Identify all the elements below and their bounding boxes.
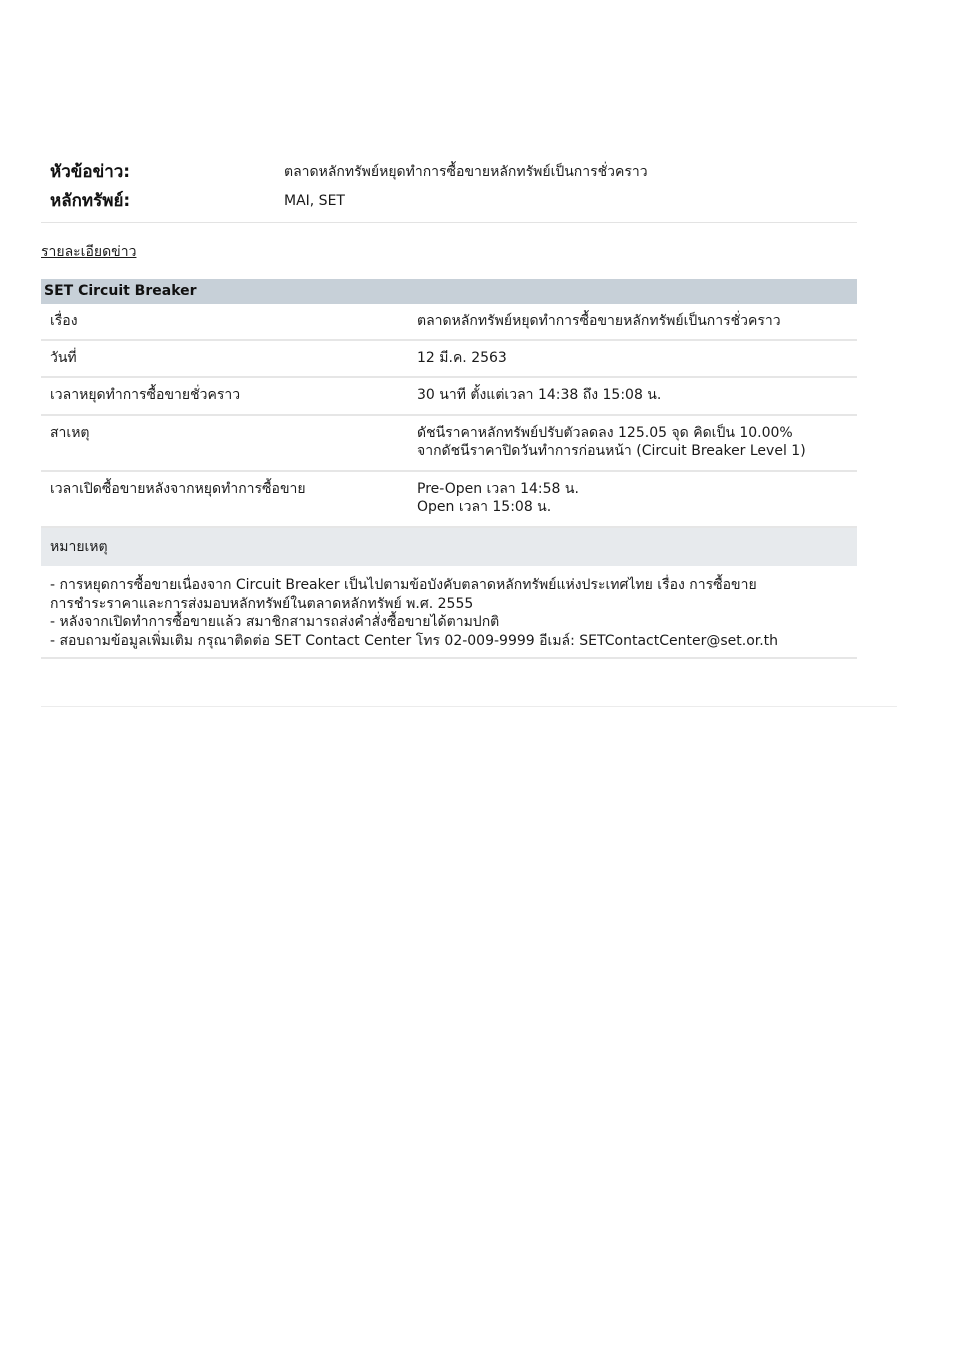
- news-header: [41, 156, 857, 223]
- row-label-cause: สาเหตุ: [50, 425, 90, 441]
- value-line: ตลาดหลักทรัพย์หยุดทำการซื้อขายหลักทรัพย์เป็นการชั่วคราว: [417, 313, 781, 329]
- note-lines: [50, 576, 778, 650]
- note-line: - การหยุดการซื้อขายเนื่องจาก Circuit Breaker เป็นไปตามข้อบังคับตลาดหลักทรัพย์แห่งประเทศไทย เรื่อง การซื้อขาย: [50, 577, 757, 593]
- row-label-date: วันที่: [50, 350, 77, 366]
- value-line: 30 นาที ตั้งแต่เวลา 14:38 ถึง 15:08 น.: [417, 387, 662, 403]
- table-row: [41, 304, 857, 341]
- note-line: การชำระราคาและการส่งมอบหลักทรัพย์ในตลาดหลักทรัพย์ พ.ศ. 2555: [50, 595, 474, 612]
- bottom-divider: [41, 706, 897, 707]
- table-title: SET Circuit Breaker: [41, 279, 857, 304]
- row-label-subject: เรื่อง: [50, 313, 78, 329]
- value-line: ดัชนีราคาหลักทรัพย์ปรับตัวลดลง 125.05 จุด คิดเป็น 10.00%: [417, 425, 793, 441]
- news-details-link[interactable]: รายละเอียดข่าว: [41, 244, 137, 260]
- table-row: [41, 472, 857, 528]
- securities-value: MAI, SET: [284, 193, 345, 209]
- row-value-date: [417, 349, 847, 367]
- note-label: หมายเหตุ: [50, 539, 108, 555]
- headline-row: [41, 158, 857, 186]
- row-value-reopen-time: [417, 480, 847, 516]
- securities-label: หลักทรัพย์:: [50, 191, 131, 211]
- value-line: จากดัชนีราคาปิดวันทำการก่อนหน้า (Circuit Breaker Level 1): [417, 443, 806, 459]
- securities-row: [41, 187, 857, 215]
- row-label-halt-time: เวลาหยุดทำการซื้อขายชั่วคราว: [50, 387, 241, 403]
- note-body: [41, 566, 857, 659]
- value-line: Pre-Open เวลา 14:58 น.: [417, 481, 579, 497]
- row-value-subject: [417, 312, 847, 330]
- table-row: [41, 378, 857, 416]
- row-label-reopen-time: เวลาเปิดซื้อขายหลังจากหยุดทำการซื้อขาย: [50, 481, 306, 497]
- value-line: 12 มี.ค. 2563: [417, 350, 507, 366]
- circuit-breaker-table: [41, 279, 857, 659]
- table-row: [41, 416, 857, 472]
- value-line: Open เวลา 15:08 น.: [417, 499, 552, 515]
- note-line: - สอบถามข้อมูลเพิ่มเติม กรุณาติดต่อ SET Contact Center โทร 02-009-9999 อีเมล์: SETContactCenter@set.or.th: [50, 632, 779, 649]
- table-row: [41, 341, 857, 378]
- headline-value: ตลาดหลักทรัพย์หยุดทำการซื้อขายหลักทรัพย์เป็นการชั่วคราว: [284, 164, 648, 180]
- note-line: - หลังจากเปิดทำการซื้อขายแล้ว สมาชิกสามารถส่งคำสั่งซื้อขายได้ตามปกติ: [50, 614, 500, 630]
- note-header: [41, 528, 857, 566]
- headline-label: หัวข้อข่าว:: [50, 162, 131, 182]
- row-value-cause: [417, 424, 847, 460]
- row-value-halt-time: [417, 386, 847, 404]
